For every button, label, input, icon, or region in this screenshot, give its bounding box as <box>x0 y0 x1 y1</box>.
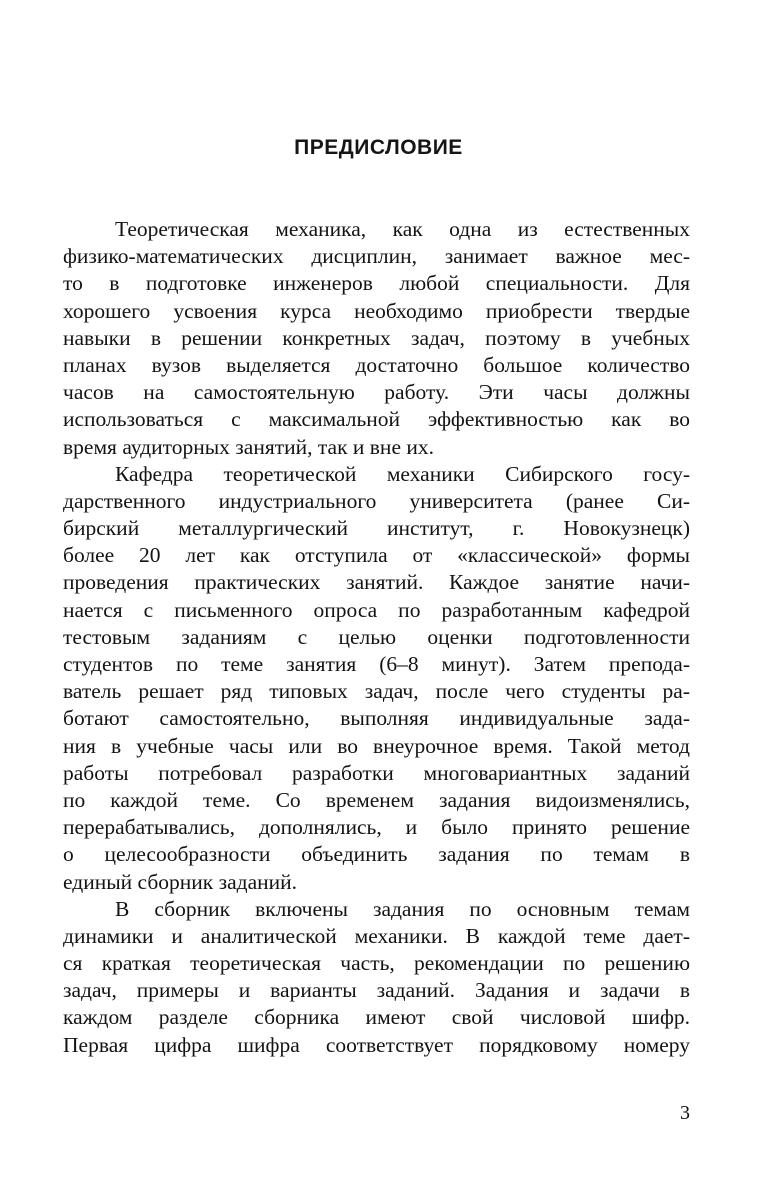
text-line: ватель решает ряд типовых задач, после чего студенты ра- <box>63 679 690 704</box>
text-line: то в подготовке инженеров любой специальности. Для <box>63 271 690 296</box>
text-line: планах вузов выделяется достаточно большое количество <box>63 352 690 377</box>
text-line: хорошего усвоения курса необходимо приобрести твердые <box>63 298 690 323</box>
text-line: ся краткая теоретическая часть, рекомендации по решению <box>63 951 690 976</box>
text-line: бирский металлургический институт, г. Новокузнецк) <box>63 516 690 541</box>
text-line: Первая цифра шифра соответствует порядковому номеру <box>63 1032 690 1057</box>
page-number: 3 <box>680 1102 690 1124</box>
text-line: ботают самостоятельно, выполняя индивидуальные зада- <box>63 706 690 731</box>
text-line: физико-математических дисциплин, занимает важное мес- <box>63 244 690 269</box>
text-line: Теоретическая механика, как одна из естественных <box>115 217 690 241</box>
paragraph <box>63 216 690 461</box>
text-line: дарственного индустриального университета (ранее Си- <box>63 488 690 513</box>
text-line: задач, примеры и варианты заданий. Задания и задачи в <box>63 978 690 1003</box>
text-line: проведения практических занятий. Каждое занятие начи- <box>63 570 690 595</box>
page-title: ПРЕДИСЛОВИЕ <box>294 136 463 159</box>
text-line: часов на самостоятельную работу. Эти часы должны <box>63 380 690 405</box>
paragraph <box>63 461 690 896</box>
text-line: ния в учебные часы или во внеурочное время. Такой метод <box>63 733 690 758</box>
text-line: В сборник включены задания по основным темам <box>115 896 690 921</box>
text-line: перерабатывались, дополнялись, и было принято решение <box>63 815 690 840</box>
text-line: навыки в решении конкретных задач, поэтому в учебных <box>63 325 690 350</box>
text-line: Кафедра теоретической механики Сибирского госу- <box>115 461 690 486</box>
text-line: тестовым заданиям с целью оценки подготовленности <box>63 624 690 649</box>
text-line: каждом разделе сборника имеют свой числовой шифр. <box>63 1005 690 1030</box>
document-body <box>63 216 690 1059</box>
text-line: о целесообразности объединить задания по темам в <box>63 842 690 867</box>
text-line: работы потребовал разработки многовариантных заданий <box>63 760 690 785</box>
text-line: более 20 лет как отступила от «классической» формы <box>63 543 690 568</box>
text-line: использоваться с максимальной эффективностью как во <box>63 407 690 432</box>
text-line: время аудиторных занятий, так и вне их. <box>63 434 434 459</box>
text-line: студентов по теме занятия (6–8 минут). Затем препода- <box>63 652 690 676</box>
text-line: нается с письменного опроса по разработанным кафедрой <box>63 597 690 622</box>
text-line: динамики и аналитической механики. В каждой теме дает- <box>63 923 690 948</box>
paragraph <box>63 896 690 1059</box>
text-line: по каждой теме. Со временем задания видоизменялись, <box>63 787 690 812</box>
text-line: единый сборник заданий. <box>63 869 298 894</box>
